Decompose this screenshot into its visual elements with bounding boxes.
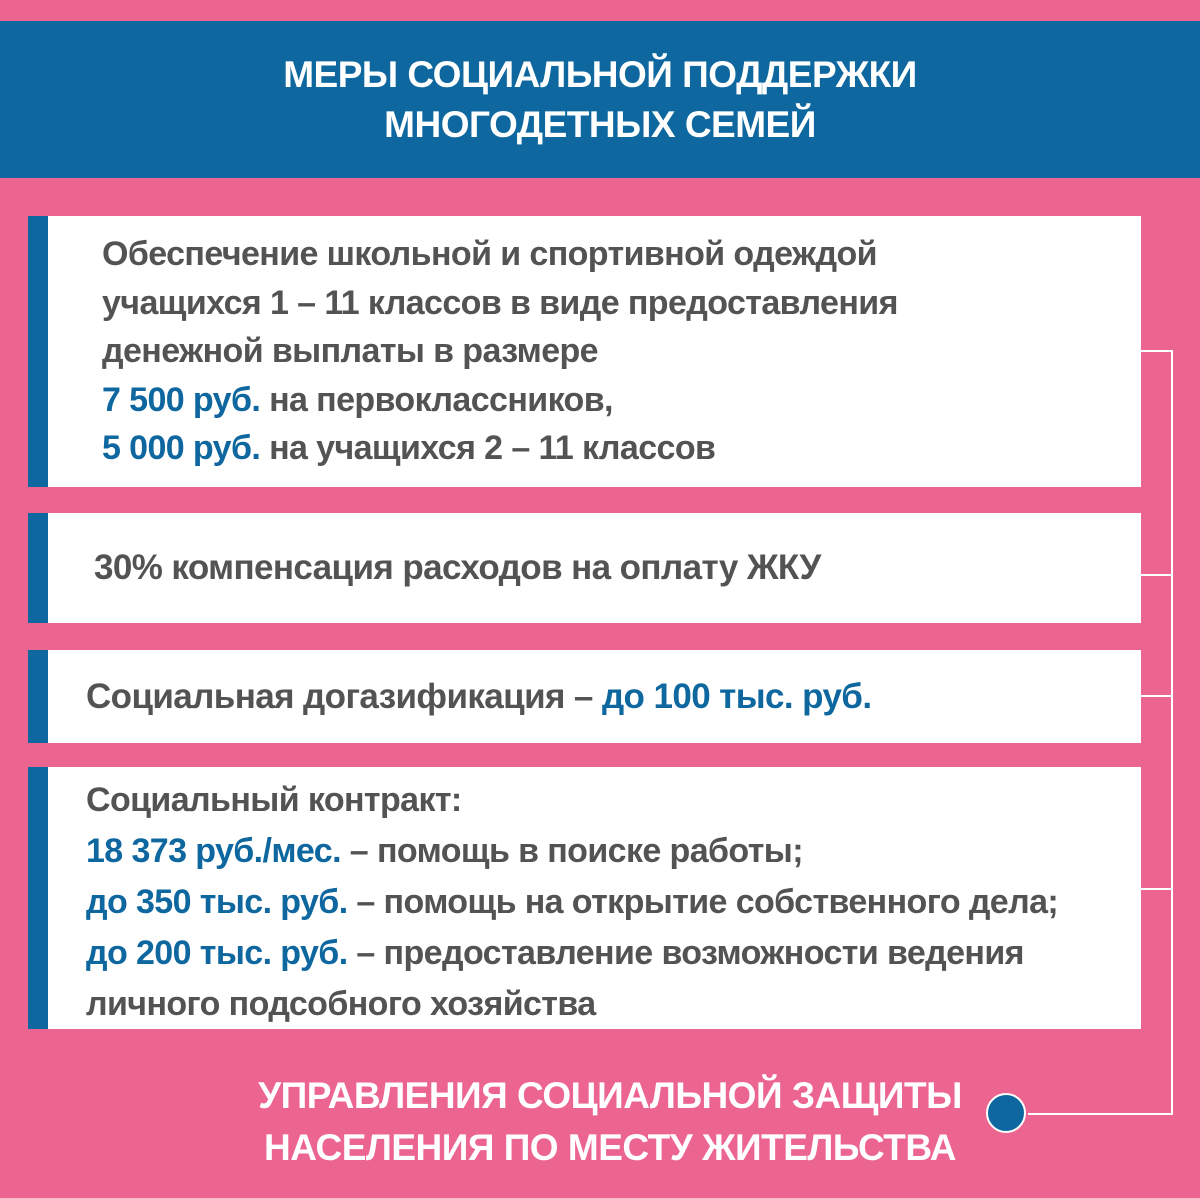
- amount-grades-2-11: 5 000 руб.: [102, 429, 261, 467]
- card-contract-line3: [86, 877, 1141, 928]
- amount-job-search: 18 373 руб./мес.: [86, 832, 341, 870]
- connector-tick-card3: [1141, 695, 1172, 697]
- amount-household: до 200 тыс. руб.: [86, 934, 348, 972]
- card-contract-title: Социальный контракт:: [86, 781, 462, 819]
- card-gas-amount: до 100 тыс. руб.: [601, 677, 872, 716]
- footer-line1: УПРАВЛЕНИЯ СОЦИАЛЬНОЙ ЗАЩИТЫ: [258, 1075, 962, 1116]
- text-first-graders: на первоклассников,: [260, 380, 613, 419]
- card-gas-line: [86, 650, 1141, 743]
- amount-first-graders: 7 500 руб.: [102, 380, 261, 419]
- card-clothing-line1: Обеспечение школьной и спортивной одеждой: [102, 235, 877, 273]
- card-contract-line2: [86, 826, 1141, 877]
- connector-tick-card2: [1141, 574, 1172, 576]
- text-own-business: – помощь на открытие собственного дела;: [347, 883, 1059, 921]
- card-contract-line4: [86, 928, 1141, 979]
- card-housing-compensation: [28, 513, 1141, 623]
- card-gas-text: Социальная догазификация –: [86, 677, 602, 716]
- header-title-line2: МНОГОДЕТНЫХ СЕМЕЙ: [384, 103, 816, 145]
- card-social-contract: [28, 767, 1141, 1029]
- card-housing-text: 30% компенсация расходов на оплату ЖКУ: [94, 548, 821, 587]
- connector-horizontal-line: [1028, 1113, 1173, 1115]
- text-job-search: – помощь в поиске работы;: [340, 832, 803, 870]
- card-school-clothing: [28, 216, 1141, 487]
- card-contract-line5: личного подсобного хозяйства: [86, 985, 596, 1023]
- header-banner: [0, 21, 1200, 178]
- card-clothing-line2: учащихся 1 – 11 классов в виде предоставления: [102, 283, 898, 322]
- card-clothing-line3: денежной выплаты в размере: [102, 332, 598, 370]
- text-grades-2-11: на учащихся 2 – 11 классов: [260, 429, 716, 467]
- card-gasification: [28, 650, 1141, 743]
- connector-tick-card4: [1141, 888, 1172, 890]
- card-clothing-line4: [102, 376, 1141, 425]
- footer-line2: НАСЕЛЕНИЯ ПО МЕСТУ ЖИТЕЛЬСТВА: [263, 1127, 957, 1168]
- connector-tick-card1: [1141, 350, 1172, 352]
- card-clothing-line5: [102, 424, 1141, 473]
- header-title-line1: МЕРЫ СОЦИАЛЬНОЙ ПОДДЕРЖКИ: [283, 53, 917, 95]
- footer-text: [200, 1070, 1020, 1174]
- text-household: – предоставление возможности ведения: [347, 934, 1024, 972]
- amount-own-business: до 350 тыс. руб.: [86, 883, 348, 921]
- connector-vertical-line: [1171, 350, 1173, 1114]
